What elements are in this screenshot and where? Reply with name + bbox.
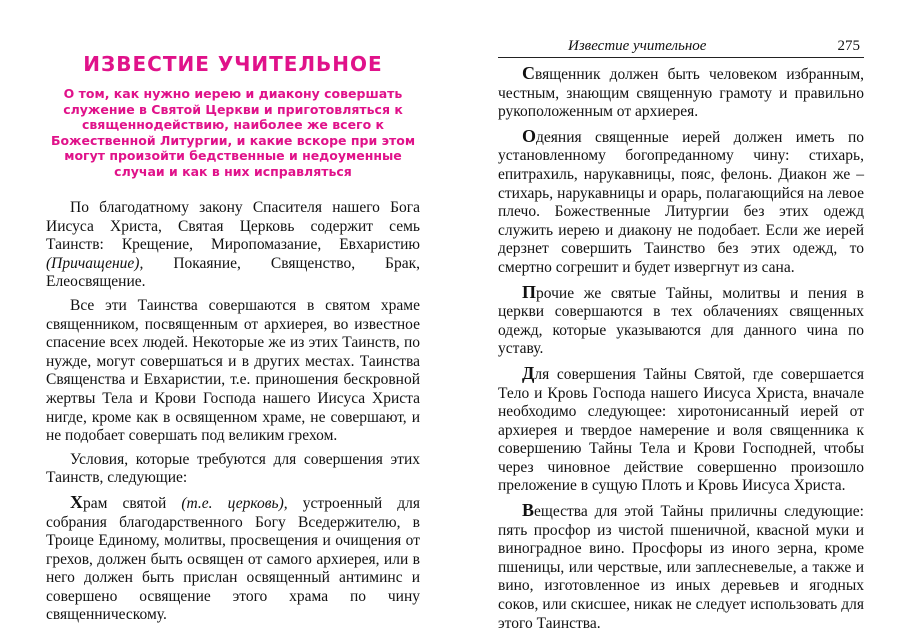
paragraph-italic: (Причащение), [46, 254, 144, 272]
paragraph-text: вященник должен быть человеком избранным, честным, знающим священную грамоту и правильно рукоположенным от архиерея. [498, 66, 864, 121]
paragraph-vestments [498, 127, 864, 278]
paragraph-italic: (т.е. церковь), [181, 494, 288, 512]
paragraph-substances [498, 501, 864, 633]
chapter-subtitle: О том, как нужно иерею и диакону совершать служение в Святой Церкви и приготовляться к священнодействию, наиболее же всего к Божественной Литургии, и какие вскоре при этом могут произойти бедственные и недоуменные случаи и как в них исправляться [50, 86, 416, 179]
paragraph-holy-mystery [498, 364, 864, 496]
paragraph-text: По благодатному закону Спасителя нашего Бога Иисуса Христа, Святая Церковь содержит семь Таинств: Крещение, Миропомазание, Евхаристию [46, 199, 420, 254]
right-page [450, 0, 900, 632]
drop-letter: С [522, 63, 535, 83]
drop-letter: О [522, 125, 537, 146]
paragraph-text: ля совершения Тайны Святой, где совершается Тело и Кровь Господа нашего Иисуса Христа, вначале необходимо следующее: хиротонисанный иерей от архиерея и твердое намерение и воля священника к совершению Тайны Тела и Крови Господней, чтобы через чиновное действие совершенно произошло преложение в сущую Плоть и Кровь Иисуса Христа. [498, 365, 864, 495]
chapter-title: ИЗВЕСТИЕ УЧИТЕЛЬНОЕ [83, 52, 383, 76]
paragraph-text: ещества для этой Тайны приличны следующие: пять просфор из чистой пшеничной, квасной муки и виноградное вино. Просфоры из иного зерна, кроме пшеницы, или черствые, или заплесневелые, а также и вино, изготовленное из иных деревьев и ягодных соков, или скисшее, никак не следует использовать для этого Таинства. [498, 503, 864, 632]
paragraph-holy-temple [46, 493, 420, 625]
paragraph-text: устроенный для собрания благодарственного Богу Вседержителю, в Троице Единому, молитвы, просвещения и очищения от грехов, должен быть освящен от самого архиерея, или в него должен быть прислан освященный антиминс и совершено освящение этого храма по чину священническому. [46, 494, 421, 624]
paragraph-other-mysteries [498, 283, 864, 359]
paragraph-priest [498, 64, 864, 122]
drop-letter: В [522, 500, 535, 521]
left-page [0, 0, 450, 624]
paragraph-temple-sacraments: Все эти Таинства совершаются в святом храме священником, посвященным от архиерея, во известное спасение всех людей. Некоторые же из этих Таинств, по нужде, могут совершаться и в других местах. Таинства Священства и Евхаристии, т.е. приношения бескровной жертвы Тела и Крови Господа нашего Иисуса Христа нигде, кроме как в освященном храме, не совершают, и не подобает совершать под великим грехом. [46, 296, 420, 445]
running-head [498, 38, 864, 58]
paragraph-conditions: Условия, которые требуются для совершения этих Таинств, следующие: [46, 450, 420, 487]
page-number: 275 [837, 38, 860, 54]
drop-letter: П [522, 281, 537, 302]
paragraph-text: рам святой [83, 494, 182, 512]
paragraph-text: деяния священные иерей должен иметь по установленному богопреданному чину: стихарь, епитрахиль, нарукавницы, пояс, фелонь. Диакон же – стихарь, нарукавницы и орарь, полагающийся на левое плечо. Божественные Литургии без этих одежд служить иерею и диакону не подобает. Если же иерей дерзнет совершить Таинство без этих одежд, то смертно согрешит и будет извергнут из сана. [498, 128, 864, 276]
paragraph-text: Покаяние, Священство, Брак, Елеосвящение. [46, 254, 420, 291]
paragraph-sacraments [46, 199, 420, 292]
running-head-title: Известие учительное [568, 38, 707, 54]
drop-letter: Д [522, 362, 535, 383]
paragraph-text: рочие же святые Тайны, молитвы и пения в церкви совершаются в тех облачениях священных одежд, которые указываются для данного чина по уставу. [498, 284, 864, 358]
drop-letter: Х [70, 491, 83, 512]
